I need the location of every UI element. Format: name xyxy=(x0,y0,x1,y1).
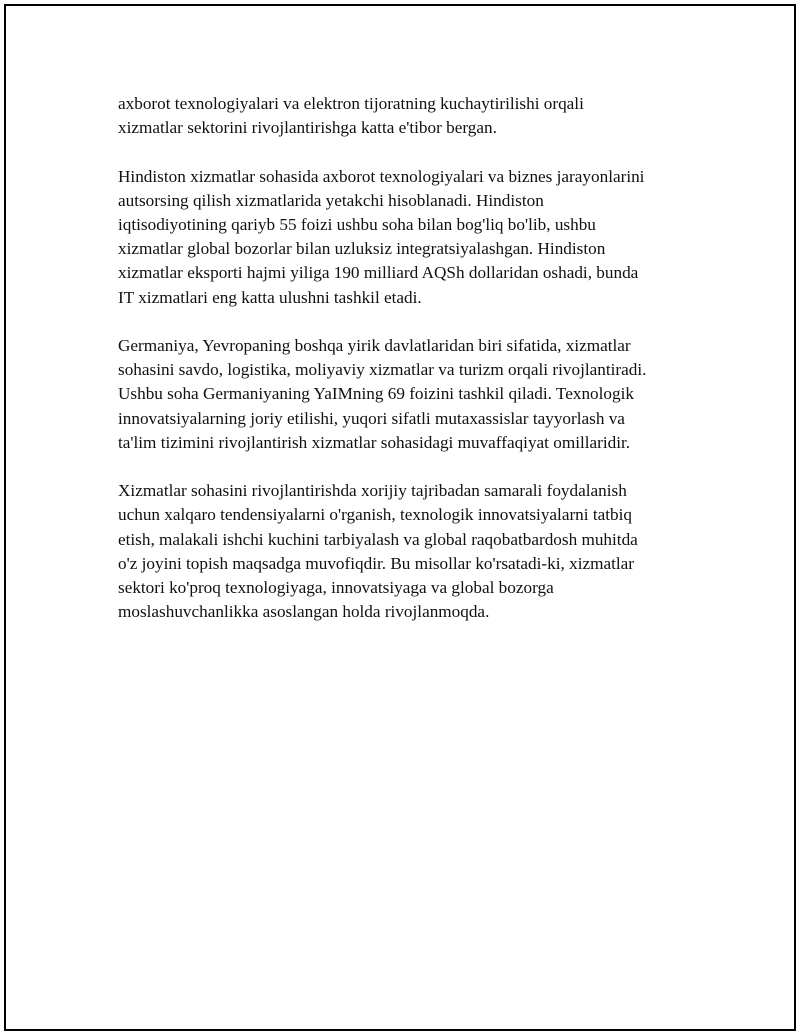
paragraph-3: Germaniya, Yevropaning boshqa yirik davlatlaridan biri sifatida, xizmatlar sohasini savdo, logistika, moliyaviy xizmatlar va turizm orqali rivojlantiradi. Ushbu soha Germaniyaning YaIMning 69 foizini tashkil qiladi. Texnologik innovatsiyalarning joriy etilishi, yuqori sifatli mutaxassislar tayyorlash va ta'lim tizimini rivojlantirish xizmatlar sohasidagi muvaffaqiyat omillaridir. xyxy=(118,336,647,452)
paragraph-2: Hindiston xizmatlar sohasida axborot texnologiyalari va biznes jarayonlarini autsorsing qilish xizmatlarida yetakchi hisoblanadi. Hindiston iqtisodiyotining qariyb 55 foizi ushbu soha bilan bog'liq bo'lib, ushbu xizmatlar global bozorlar bilan uzluksiz integratsiyalashgan. Hindiston xizmatlar eksporti hajmi yiliga 190 milliard AQSh dollaridan oshadi, bunda IT xizmatlari eng katta ulushni tashkil etadi. xyxy=(118,166,645,307)
document-body xyxy=(118,92,698,649)
paragraph-1: axborot texnologiyalari va elektron tijoratning kuchaytirilishi orqali xizmatlar sektorini rivojlantirishga katta e'tibor bergan. xyxy=(118,94,584,138)
paragraph-4: Xizmatlar sohasini rivojlantirishda xorijiy tajribadan samarali foydalanish uchun xalqaro tendensiyalarni o'rganish, texnologik innovatsiyalarni tatbiq etish, malakali ishchi kuchini tarbiyalash va global raqobatbardosh muhitda o'z joyini topish maqsadga muvofiqdir. Bu misollar ko'rsatadi-ki, xizmatlar sektori ko'proq texnologiyaga, innovatsiyaga va global bozorga moslashuvchanlikka asoslangan holda rivojlanmoqda. xyxy=(118,481,638,622)
